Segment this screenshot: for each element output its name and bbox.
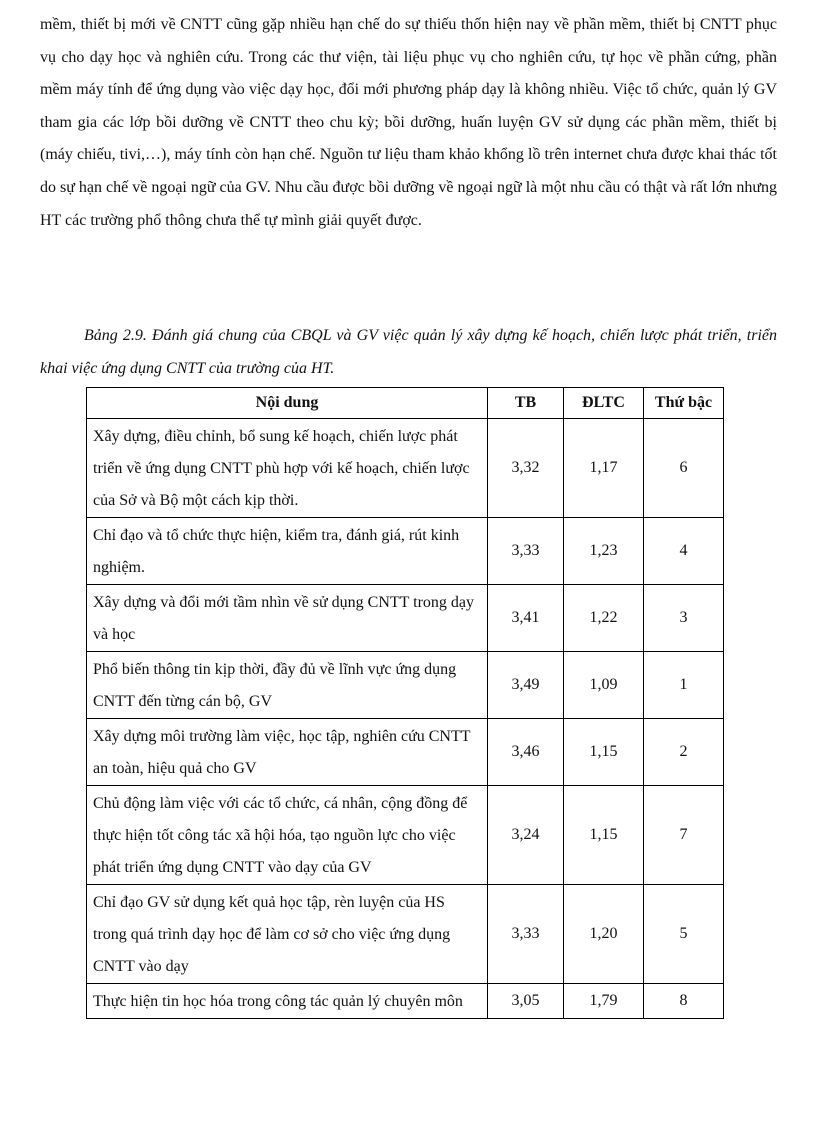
evaluation-table xyxy=(86,387,724,1019)
table-row xyxy=(87,885,724,984)
row-rank: 3 xyxy=(644,585,724,652)
row-tb: 3,33 xyxy=(488,518,564,585)
row-dltc: 1,20 xyxy=(564,885,644,984)
row-tb: 3,41 xyxy=(488,585,564,652)
row-dltc: 1,17 xyxy=(564,419,644,518)
row-rank: 8 xyxy=(644,984,724,1019)
row-content: Xây dựng và đổi mới tầm nhìn về sử dụng CNTT trong dạy và học xyxy=(87,585,488,652)
row-content: Phổ biến thông tin kịp thời, đầy đủ về lĩnh vực ứng dụng CNTT đến từng cán bộ, GV xyxy=(87,652,488,719)
row-dltc: 1,15 xyxy=(564,786,644,885)
table-row xyxy=(87,786,724,885)
table-row xyxy=(87,518,724,585)
table-row xyxy=(87,419,724,518)
table-row xyxy=(87,652,724,719)
row-dltc: 1,79 xyxy=(564,984,644,1019)
table-row xyxy=(87,585,724,652)
row-rank: 5 xyxy=(644,885,724,984)
header-dltc: ĐLTC xyxy=(564,388,644,419)
header-rank: Thứ bậc xyxy=(644,388,724,419)
row-rank: 6 xyxy=(644,419,724,518)
row-tb: 3,32 xyxy=(488,419,564,518)
table-header-row xyxy=(87,388,724,419)
row-content: Chỉ đạo và tổ chức thực hiện, kiểm tra, đánh giá, rút kinh nghiệm. xyxy=(87,518,488,585)
row-tb: 3,46 xyxy=(488,719,564,786)
header-tb: TB xyxy=(488,388,564,419)
row-rank: 7 xyxy=(644,786,724,885)
row-dltc: 1,23 xyxy=(564,518,644,585)
row-content: Thực hiện tin học hóa trong công tác quản lý chuyên môn xyxy=(87,984,488,1019)
table-caption: Bảng 2.9. Đánh giá chung của CBQL và GV việc quản lý xây dựng kế hoạch, chiến lược phát triển, triển khai việc ứng dụng CNTT của trường của HT. xyxy=(40,327,777,377)
row-dltc: 1,22 xyxy=(564,585,644,652)
row-tb: 3,49 xyxy=(488,652,564,719)
row-tb: 3,24 xyxy=(488,786,564,885)
row-dltc: 1,15 xyxy=(564,719,644,786)
row-tb: 3,05 xyxy=(488,984,564,1019)
row-tb: 3,33 xyxy=(488,885,564,984)
row-rank: 1 xyxy=(644,652,724,719)
row-content: Xây dựng môi trường làm việc, học tập, nghiên cứu CNTT an toàn, hiệu quả cho GV xyxy=(87,719,488,786)
row-rank: 2 xyxy=(644,719,724,786)
table-row xyxy=(87,719,724,786)
row-rank: 4 xyxy=(644,518,724,585)
row-content: Chủ động làm việc với các tổ chức, cá nhân, cộng đồng để thực hiện tốt công tác xã hội hóa, tạo nguồn lực cho việc phát triển ứng dụng CNTT vào dạy của GV xyxy=(87,786,488,885)
body-paragraph: mềm, thiết bị mới về CNTT cũng gặp nhiều hạn chế do sự thiếu thốn hiện nay về phần mềm, thiết bị CNTT phục vụ cho dạy học và nghiên cứu. Trong các thư viện, tài liệu phục vụ cho nghiên cứu, tự học về phần cứng, phần mềm máy tính để ứng dụng vào việc dạy học, đổi mới phương pháp dạy là không nhiều. Việc tổ chức, quản lý GV tham gia các lớp bồi dưỡng về CNTT theo chu kỳ; bồi dưỡng, huấn luyện GV sử dụng các phần mềm, thiết bị (máy chiếu, tivi,…), máy tính còn hạn chế. Nguồn tư liệu tham khảo khổng lồ trên internet chưa được khai thác tốt do sự hạn chế về ngoại ngữ của GV. Nhu cầu được bồi dưỡng về ngoại ngữ là một nhu cầu có thật và rất lớn nhưng HT các trường phổ thông chưa thể tự mình giải quyết được. xyxy=(40,16,777,229)
table-row xyxy=(87,984,724,1019)
row-content: Chỉ đạo GV sử dụng kết quả học tập, rèn luyện của HS trong quá trình dạy học để làm cơ sở cho việc ứng dụng CNTT vào dạy xyxy=(87,885,488,984)
row-dltc: 1,09 xyxy=(564,652,644,719)
header-content: Nội dung xyxy=(87,388,488,419)
row-content: Xây dựng, điều chỉnh, bổ sung kế hoạch, chiến lược phát triển về ứng dụng CNTT phù hợp với kế hoạch, chiến lược của Sở và Bộ một cách kịp thời. xyxy=(87,419,488,518)
